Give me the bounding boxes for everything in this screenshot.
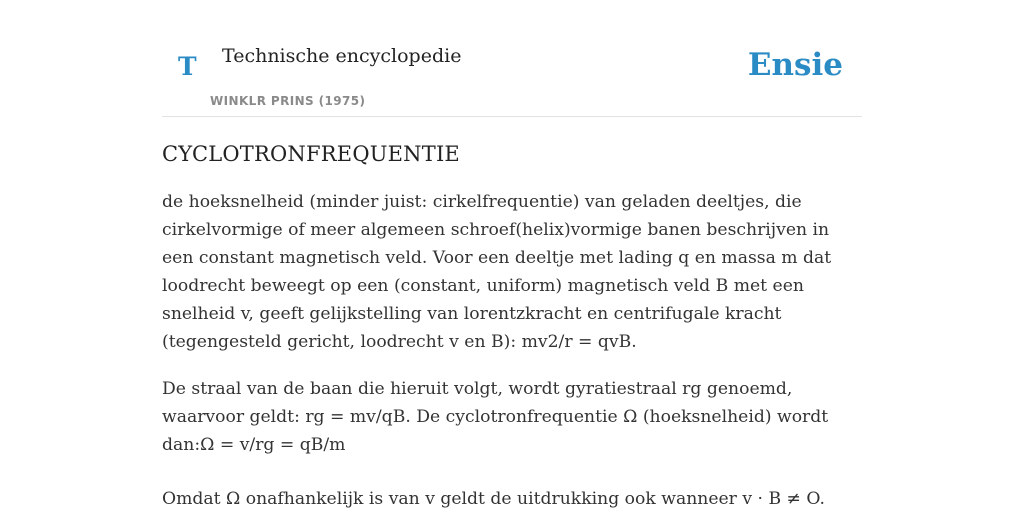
article-paragraph: Omdat Ω onafhankelijk is van v geldt de uitdrukking ook wanneer v · B ≠ O. xyxy=(162,489,825,509)
encyclopedia-logo[interactable]: T xyxy=(178,52,197,81)
brand-logo[interactable]: Ensie xyxy=(747,47,843,83)
encyclopedia-subtitle: WINKLR PRINS (1975) xyxy=(210,94,366,108)
article xyxy=(162,138,862,512)
article-paragraph: de hoeksnelheid (minder juist: cirkelfrequentie) van geladen deeltjes, die cirkelvormige of meer algemeen schroef(helix)vormige banen beschrijven in een constant magnetisch veld. Voor een deeltje met lading q en massa m dat loodrecht beweegt op een (constant, uniform) magnetisch veld B met een snelheid v, geeft gelijkstelling van lorentzkracht en centrifugale kracht (tegengesteld gericht, loodrecht v en B): mv2/r = qvB. xyxy=(162,192,832,352)
article-title: CYCLOTRONFREQUENTIE xyxy=(162,142,460,166)
article-paragraph: De straal van de baan die hieruit volgt, wordt gyratiestraal rg genoemd, waarvoor geldt: rg = mv/qB. De cyclotronfrequentie Ω (hoeksnelheid) wordt dan:Ω = v/rg = qB/m xyxy=(162,379,829,455)
encyclopedia-header xyxy=(162,0,862,117)
encyclopedia-title-link[interactable]: Technische encyclopedie xyxy=(222,45,462,67)
